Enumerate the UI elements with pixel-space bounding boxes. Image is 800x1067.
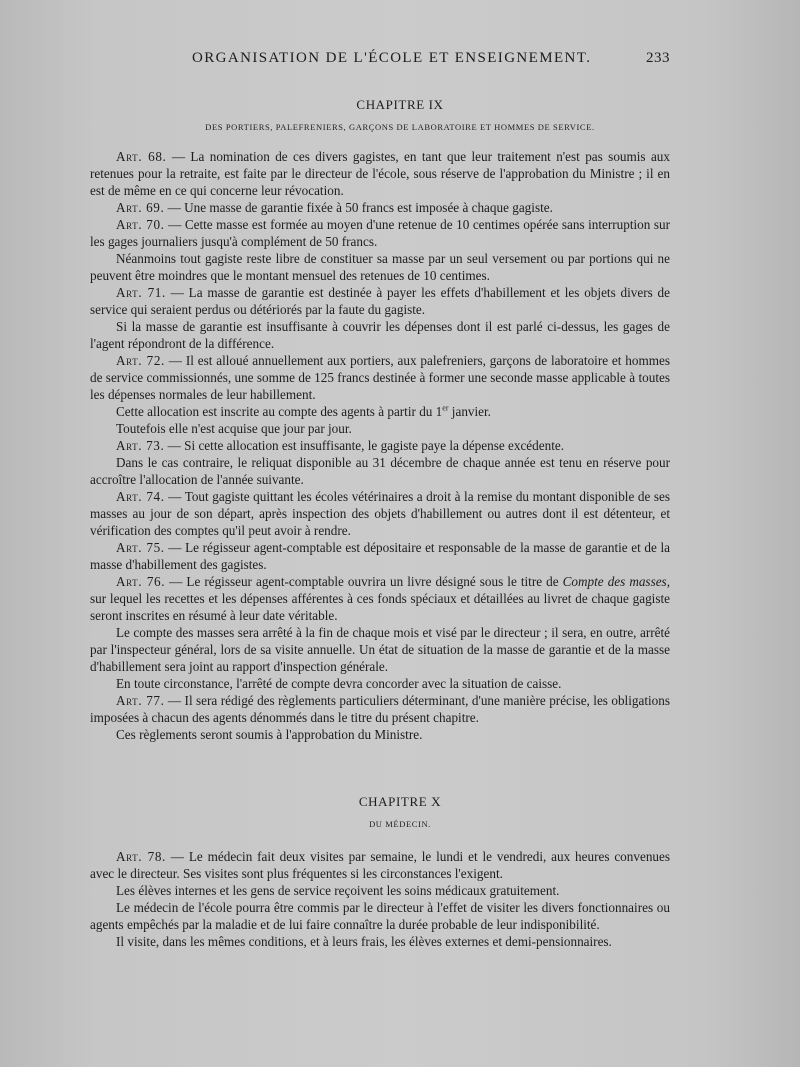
paragraph: Il visite, dans les mêmes conditions, et à leurs frais, les élèves externes et demi-pensionnaires. xyxy=(116,934,612,949)
article-text: — Une masse de garantie fixée à 50 francs est imposée à chaque gagiste. xyxy=(164,200,553,215)
article-72 xyxy=(90,352,670,403)
article-77 xyxy=(90,692,670,726)
article-label: Art. 70. xyxy=(116,217,165,232)
paragraph: Le médecin de l'école pourra être commis par le directeur à l'effet de visiter les divers fonctionnaires ou agents empêchés par la maladie et de lui faire connaître la durée probable de leur indisponibilité. xyxy=(90,900,670,932)
article-label: Art. 78. xyxy=(116,849,166,864)
article-text: — Il sera rédigé des règlements particuliers déterminant, d'une manière précise, les obligations imposées à chacun des agents dénommés dans le titre du présent chapitre. xyxy=(90,693,670,725)
paragraph: Dans le cas contraire, le reliquat disponible au 31 décembre de chaque année est tenu en réserve pour accroître l'allocation de l'année suivante. xyxy=(90,455,670,487)
article-label: Art. 69. xyxy=(116,200,165,215)
article-70 xyxy=(90,216,670,250)
article-label: Art. 68. xyxy=(116,149,167,164)
article-text: — La masse de garantie est destinée à payer les effets d'habillement et les objets divers de service qui seraient perdus ou détériorés par la faute du gagiste. xyxy=(90,285,670,317)
running-header xyxy=(190,50,690,76)
chapter-heading: CHAPITRE X xyxy=(358,794,442,809)
book-title: Compte des masses xyxy=(562,574,667,589)
article-68 xyxy=(90,148,670,199)
page-number: 233 xyxy=(646,50,670,66)
article-69 xyxy=(90,199,670,216)
article-label: Art. 77. xyxy=(116,693,165,708)
article-78 xyxy=(90,848,670,882)
article-text: — Tout gagiste quittant les écoles vétérinaires a droit à la remise du montant disponible de ses masses au jour de son départ, après inspection des objets d'habillement ou autres dont il est détenteur, et vérification des comptes qu'il peut avoir à rendre. xyxy=(90,489,670,538)
paragraph: Néanmoins tout gagiste reste libre de constituer sa masse par un seul versement ou par portions qui ne peuvent être moindres que le montant mensuel des retenues de 10 centimes. xyxy=(90,251,670,283)
chapter-subtitle: DES PORTIERS, PALEFRENIERS, GARÇONS DE LABORATOIRE ET HOMMES DE SERVICE. xyxy=(205,122,595,132)
text: janvier. xyxy=(448,404,491,419)
text: Cette allocation est inscrite au compte des agents à partir du 1 xyxy=(116,404,443,419)
chapter-subtitle: DU MÉDECIN. xyxy=(369,819,431,829)
article-73 xyxy=(90,437,670,454)
paragraph: Les élèves internes et les gens de service reçoivent les soins médicaux gratuitement. xyxy=(116,883,560,898)
article-74 xyxy=(90,488,670,539)
article-text: , sur lequel les recettes et les dépenses afférentes à ces fonds spéciaux et détaillées au livret de chaque gagiste seront inscrites en résumé à leur date véritable. xyxy=(90,574,670,623)
article-76 xyxy=(90,573,670,624)
paragraph: Toutefois elle n'est acquise que jour par jour. xyxy=(116,421,352,436)
article-75 xyxy=(90,539,670,573)
article-text: — Cette masse est formée au moyen d'une retenue de 10 centimes opérée sans interruption sur les gages journaliers jusqu'à complément de 50 francs. xyxy=(90,217,670,249)
paragraph: En toute circonstance, l'arrêté de compte devra concorder avec la situation de caisse. xyxy=(116,676,562,691)
article-label: Art. 76. xyxy=(116,574,166,589)
paragraph: Ces règlements seront soumis à l'approbation du Ministre. xyxy=(116,727,423,742)
article-label: Art. 73. xyxy=(116,438,165,453)
paragraph: Le compte des masses sera arrêté à la fin de chaque mois et visé par le directeur ; il sera, en outre, arrêté par l'inspecteur général, lors de sa visite annuelle. Un état de situation de la masse de garantie et de la masse d'habillement sera joint au rapport d'inspection générale. xyxy=(90,625,670,674)
paragraph xyxy=(90,403,670,420)
paragraph: Si la masse de garantie est insuffisante à couvrir les dépenses dont il est parlé ci-dessus, les gages de l'agent répondront de la différence. xyxy=(90,319,670,351)
chapter-body xyxy=(90,848,670,950)
article-text: — Le médecin fait deux visites par semaine, le lundi et le vendredi, aux heures convenues avec le directeur. Ses visites sont plus fréquentes si les circonstances l'exigent. xyxy=(90,849,670,881)
article-label: Art. 71. xyxy=(116,285,166,300)
article-text: — Si cette allocation est insuffisante, le gagiste paye la dépense excédente. xyxy=(164,438,565,453)
article-text: — Le régisseur agent-comptable est dépositaire et responsable de la masse de garantie et de la masse d'habillement des gagistes. xyxy=(90,540,670,572)
article-label: Art. 75. xyxy=(116,540,165,555)
article-label: Art. 74. xyxy=(116,489,165,504)
chapter-body xyxy=(90,148,670,743)
article-71 xyxy=(90,284,670,318)
chapter-heading: CHAPITRE IX xyxy=(356,97,444,112)
article-text: — La nomination de ces divers gagistes, en tant que leur traitement n'est pas soumis aux retenues pour la retraite, est faite par le directeur de l'école, sous réserve de l'approbation du Ministre ; il en est de même en ce qui concerne leur révocation. xyxy=(90,149,670,198)
article-text: — Le régisseur agent-comptable ouvrira un livre désigné sous le titre de xyxy=(165,574,563,589)
article-label: Art. 72. xyxy=(116,353,165,368)
article-text: — Il est alloué annuellement aux portiers, aux palefreniers, garçons de laboratoire et hommes de service commissionnés, une somme de 125 francs destinée à former une seconde masse applicable à toutes les dépenses normales de leur habillement. xyxy=(90,353,670,402)
superscript: er xyxy=(442,403,449,413)
running-title: ORGANISATION DE L'ÉCOLE ET ENSEIGNEMENT. xyxy=(192,50,592,66)
